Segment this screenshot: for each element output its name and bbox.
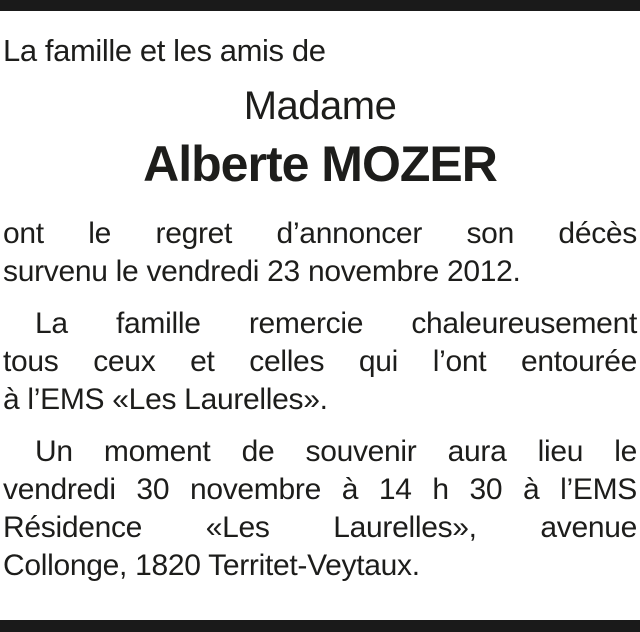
notice-body — [3, 11, 637, 585]
text-line: survenu le vendredi 23 novembre 2012. — [3, 255, 521, 288]
text-line: vendredi 30 novembre à 14 h 30 à l’EMS — [3, 473, 637, 506]
bottom-rule — [0, 620, 640, 632]
deceased-name: Alberte MOZER — [143, 136, 497, 192]
text-line: ont le regret d’annoncer son décès — [3, 217, 637, 250]
text-line: Résidence «Les Laurelles», avenue — [3, 511, 637, 544]
text-line: à l’EMS «Les Laurelles». — [3, 383, 328, 416]
paragraph-announcement — [3, 215, 637, 291]
text-line: Un moment de souvenir aura lieu le — [35, 435, 637, 468]
paragraph-thanks — [3, 305, 637, 419]
text-line: tous ceux et celles qui l’ont entourée — [3, 345, 637, 378]
text-line: La famille remercie chaleureusement — [35, 307, 637, 340]
honorific-title: Madame — [243, 84, 397, 128]
top-rule — [0, 0, 640, 11]
text-line: Collonge, 1820 Territet-Veytaux. — [3, 549, 420, 582]
notice-intro: La famille et les amis de — [3, 33, 326, 68]
paragraph-ceremony — [3, 433, 637, 585]
